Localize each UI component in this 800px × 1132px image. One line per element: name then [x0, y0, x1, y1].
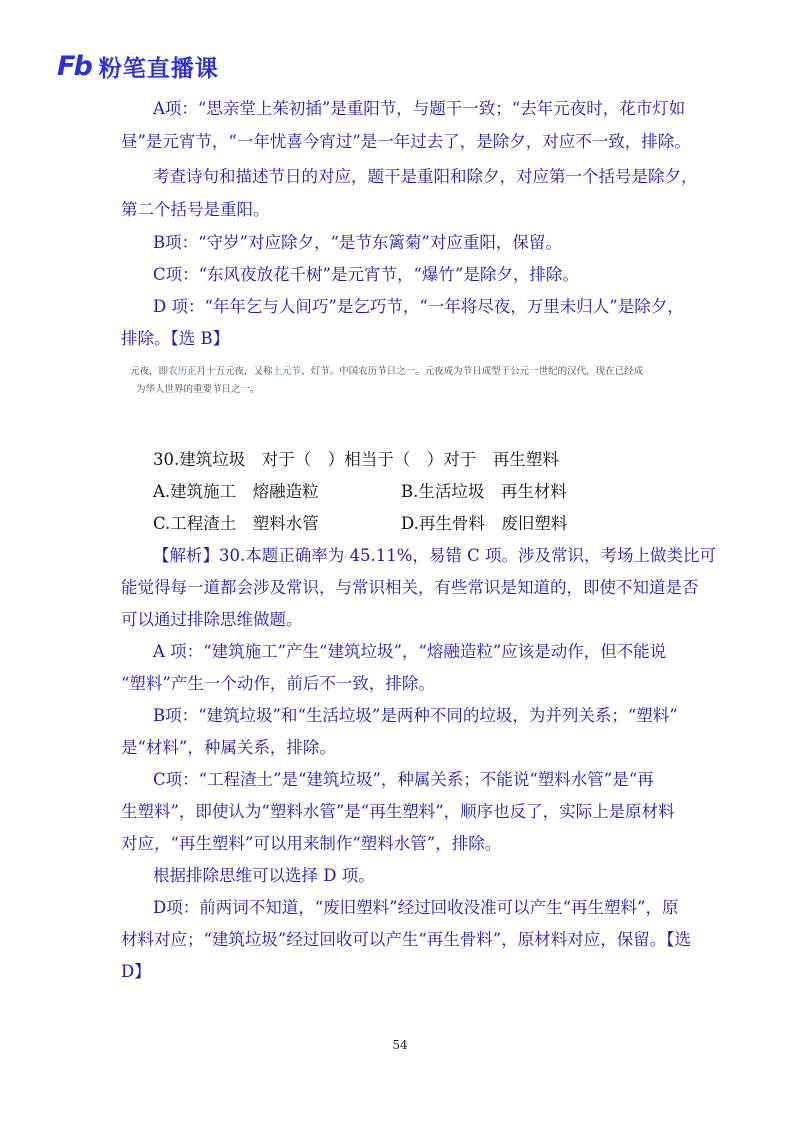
option-c: C.工程渣土 塑料水管 [153, 514, 319, 533]
text-line: 材料对应；“建筑垃圾”经过回收可以产生“再生骨料”，原材料对应，保留。【选 [121, 930, 691, 949]
text-line: 能觉得每一道都会涉及常识，与常识相关，有些常识是知道的，即使不知道是否 [121, 578, 699, 597]
text-line: 可以通过排除思维做题。 [121, 610, 303, 629]
text-line: 是“材料”，种属关系，排除。 [121, 738, 336, 757]
logo-mark: Fb [57, 50, 91, 82]
text-line: D 项：“年年乞与人间巧”是乞巧节，“一年将尽夜，万里未归人”是除夕， [153, 297, 684, 316]
text-line: 生塑料”，即使认为“塑料水管”是“再生塑料”，顺序也反了，实际上是原材料 [121, 802, 675, 821]
text-line: “塑料”产生一个动作，前后不一致，排除。 [121, 674, 435, 693]
brand-logo [57, 51, 219, 81]
text-line: 第二个括号是重阳。 [121, 200, 270, 219]
logo-text: 粉笔直播课 [98, 55, 219, 82]
text-line: C项：“工程渣土”是“建筑垃圾”，种属关系；不能说“塑料水管”是“再 [153, 770, 654, 789]
reference-snippet: 元夜，即农历正月十五元夜，又称上元节、灯节。中国农历节日之一。元夜成为节日成型于公元一世纪的汉代，现在已经成 [130, 366, 644, 377]
text-line: D项：前两词不知道，“废旧塑料”经过回收没准可以产生“再生塑料”，原 [153, 898, 679, 917]
text-line: 对应，“再生塑料”可以用来制作“塑料水管”，排除。 [121, 834, 502, 853]
option-d: D.再生骨料 废旧塑料 [401, 514, 568, 533]
text-line: 排除。【选 B】 [121, 329, 230, 348]
snippet-link: 上元节 [272, 366, 302, 377]
text-line: D】 [121, 962, 151, 981]
text-line: C项：“东风夜放花千树”是元宵节，“爆竹”是除夕，排除。 [153, 265, 579, 284]
text-line: 【解析】30.本题正确率为 45.11%，易错 C 项。涉及常识，考场上做类比可 [153, 546, 717, 565]
option-b: B.生活垃圾 再生材料 [401, 482, 567, 501]
text-line: 考查诗句和描述节日的对应，题干是重阳和除夕，对应第一个括号是除夕， [153, 167, 698, 186]
text-line: A 项：“建筑施工”产生“建筑垃圾”，“熔融造粒”应该是动作，但不能说 [153, 642, 667, 661]
text-line: A项：“思亲堂上茱初插”是重阳节，与题干一致；“去年元夜时，花市灯如 [153, 99, 686, 118]
question-stem: 30.建筑垃圾 对于（ ）相当于（ ）对于 再生塑料 [153, 450, 559, 469]
text-line: 根据排除思维可以选择 D 项。 [153, 866, 375, 885]
page-number: 54 [392, 1038, 408, 1052]
text-line: B项：“守岁”对应除夕，“是节东篱菊”对应重阳，保留。 [153, 233, 562, 252]
snippet-link: 农历 [168, 366, 188, 377]
reference-snippet-line2: 为华人世界的重要节日之一。 [136, 384, 260, 395]
text-line: B项：“建筑垃圾”和“生活垃圾”是两种不同的垃圾，为并列关系；“塑料” [153, 706, 678, 725]
option-a: A.建筑施工 熔融造粒 [153, 482, 319, 501]
text-line: 昼”是元宵节，“一年忧喜今宵过”是一年过去了，是除夕，对应不一致，排除。 [121, 132, 691, 151]
